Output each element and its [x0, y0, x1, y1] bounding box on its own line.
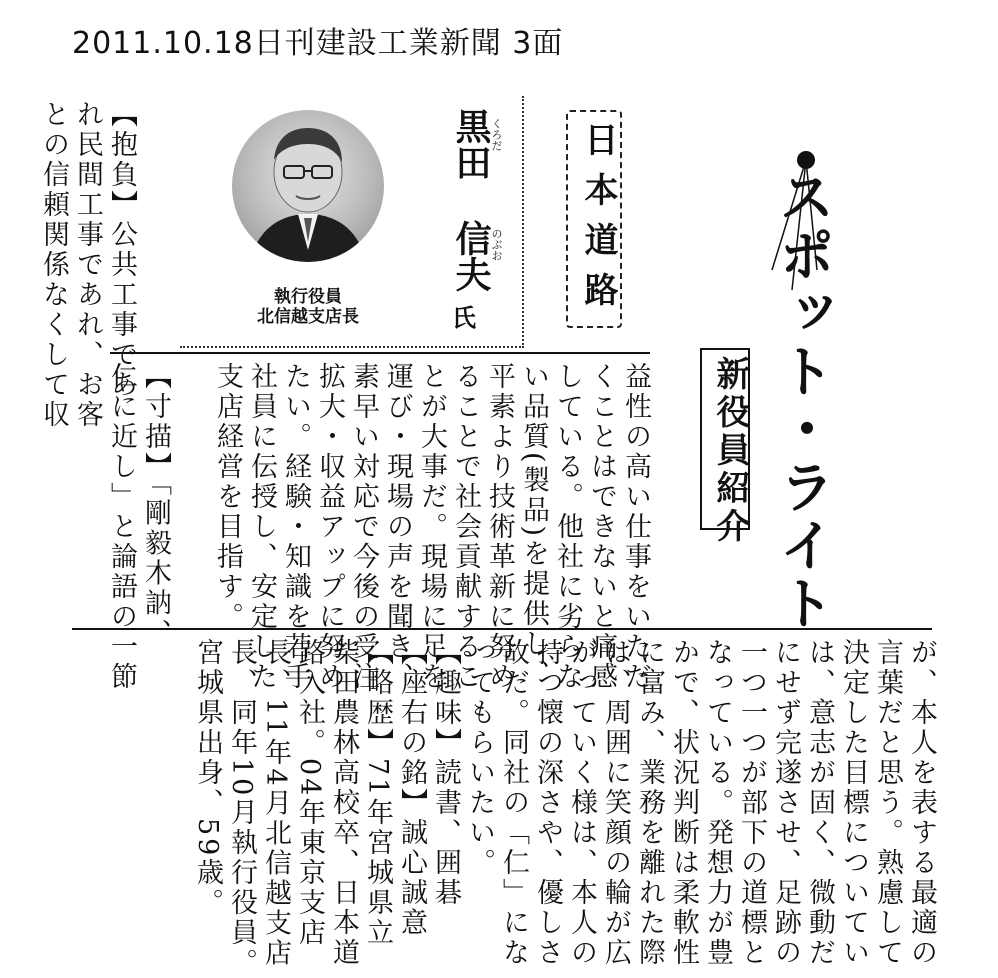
lower-col-13: ってもらいたい。 — [464, 638, 495, 878]
given-ruby: のぶお — [490, 228, 503, 261]
text-col-left-2: との信頼関係なくして収 — [38, 100, 69, 430]
company-name: 日本道路 — [578, 122, 618, 322]
upper-col-12: 支店経営を目指す。 — [212, 362, 243, 632]
lower-col-21: 宮城県出身、59歳。 — [192, 638, 223, 919]
lower-col-14: 【趣味】読書、囲碁 — [430, 638, 461, 908]
lower-col-3: は、意志が固く、微動だ — [804, 638, 835, 968]
lower-col-18: 路入社。04年東京支店 — [294, 638, 325, 949]
rule-mid — [110, 352, 650, 354]
portrait-photo — [232, 110, 384, 262]
upper-col-10: たい。経験・知識を若手 — [280, 362, 311, 692]
text-col-left-1: れ民間工事であれ、お客 — [72, 100, 103, 430]
lower-col-8: に富み、業務を離れた際 — [634, 638, 665, 968]
lower-col-17: 柴田農林高校卒、日本道 — [328, 638, 359, 968]
lower-col-11: 持つ懐の深さや、優しさ — [532, 638, 563, 968]
upper-col-6: とが大事だ。現場に足を — [416, 362, 447, 692]
honorific: 氏 — [452, 303, 476, 332]
spot-light-text: スポット・ライト — [770, 168, 835, 632]
upper-col-4: 平素より技術革新に努め — [484, 362, 515, 692]
upper-col-11: 社員に伝授し、安定した — [246, 362, 277, 692]
lower-col-15: 【座右の銘】誠心誠意 — [396, 638, 427, 938]
new-intro-label: 新役員紹介 — [710, 356, 750, 546]
upper-col-3: い品質(製品)を提供し、 — [518, 362, 549, 690]
page-header: 2011.10.18日刊建設工業新聞 3面 — [72, 26, 564, 61]
upper-col-9: 拡大・収益アップに努め — [314, 362, 345, 692]
lower-col-12: 故だ。同社の「仁」にな — [498, 638, 529, 968]
lower-col-19: 長、11年4月北信越支店 — [260, 638, 291, 969]
upper-col-0: 益性の高い仕事をいただ — [620, 362, 651, 692]
upper-col-1: くことはできないと痛感 — [586, 362, 617, 692]
lower-col-16: 【略歴】71年宮城県立 — [362, 638, 393, 949]
lower-col-7: かで、状況判断は柔軟性 — [668, 638, 699, 968]
lower-col-1: 言葉だと思う。熟慮して — [872, 638, 903, 968]
text-col-left-0: 【抱負】公共工事であ — [106, 100, 137, 400]
lower-col-20: 長、同年10月執行役員。 — [226, 638, 257, 978]
given-name: 信夫 — [450, 220, 492, 292]
upper-col-5: ることで社会貢献するこ — [450, 362, 481, 692]
surname-ruby: くろだ — [490, 118, 503, 151]
title-line-1: 執行役員 — [274, 287, 342, 307]
upper-col-2: している。他社に劣らな — [552, 362, 583, 692]
lower-col-6: なっている。発想力が豊 — [702, 638, 733, 968]
title-line-2: 北信越支店長 — [257, 307, 359, 327]
upper-right-col-0: 仁に近し」と論語の一節 — [106, 362, 137, 692]
lower-col-2: 決定した目標についてい — [838, 638, 869, 968]
surname: 黒田 — [450, 108, 492, 180]
upper-right-col-1: 【寸描】「剛毅木訥、 — [140, 362, 171, 649]
lower-col-5: 一つ一つが部下の道標と — [736, 638, 767, 968]
lower-col-4: にせず完遂させ、足跡の — [770, 638, 801, 968]
upper-col-7: 運び・現場の声を聞き、 — [382, 362, 413, 692]
upper-col-8: 素早い対応で今後の受注 — [348, 362, 379, 692]
lower-col-9: は、周囲に笑顔の輪が広 — [600, 638, 631, 968]
lower-col-10: がっていく様は、本人の — [566, 638, 597, 968]
lower-col-0: が、本人を表する最適の — [906, 638, 937, 968]
